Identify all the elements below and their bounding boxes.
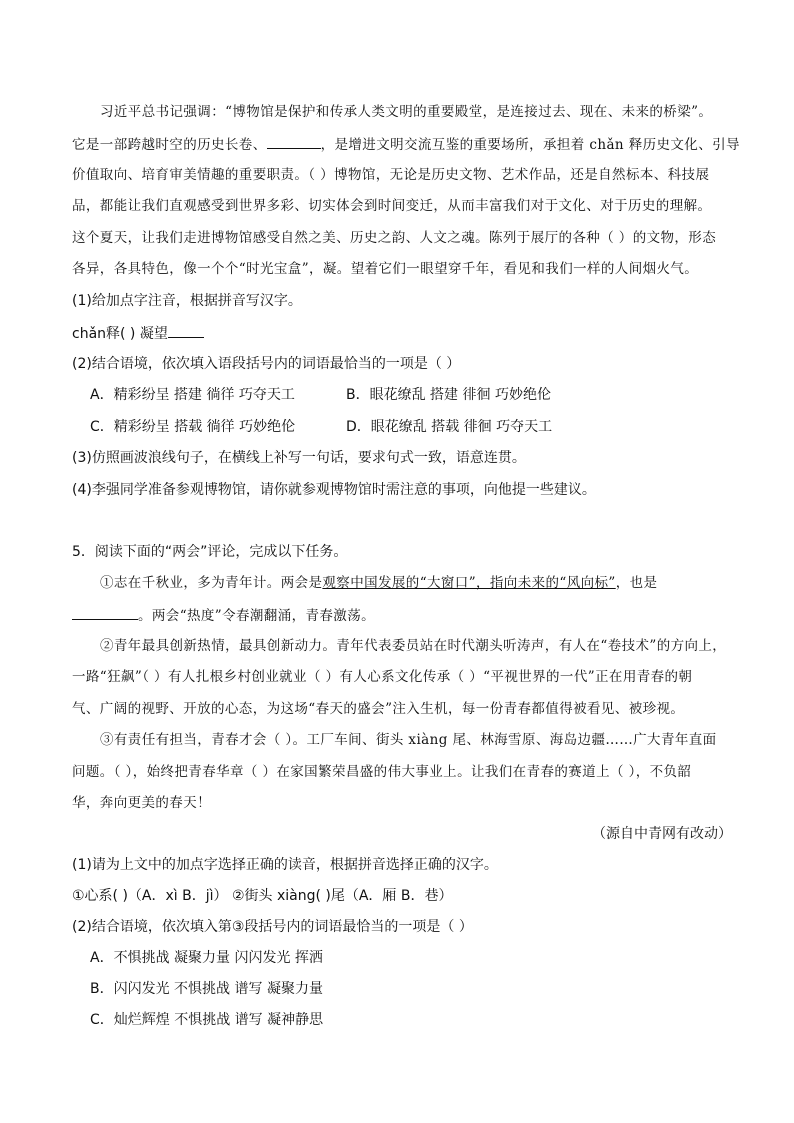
q5-para1-line2: 。两会“热度”令春潮翻涌，青春激荡。 [72, 605, 732, 625]
q4-sub1: (1)给加点字注音，根据拼音写汉字。 [72, 293, 302, 309]
q4-sub1-answer-line: chǎn释( ) 凝望 [72, 323, 732, 343]
q5-option-b: B．闪闪发光 不惧挑战 谱写 凝聚力量 [90, 981, 323, 997]
q5-para2-line1: ②青年最具创新热情，最具创新动力。青年代表委员站在时代潮头听涛声，有人在“卷技术”的方向上， [100, 638, 727, 654]
option-d: D．眼花缭乱 搭载 徘徊 巧夺天工 [346, 419, 553, 435]
q4-sub2: (2)结合语境，依次填入语段括号内的词语最恰当的一项是（ ） [72, 356, 461, 372]
passage-line-2: 它是一部跨越时空的历史长卷、 ，是增进文明交流互鉴的重要场所，承担着 chǎn 释历史文化、引导 [72, 134, 732, 154]
q5-para2-line3: 气、广阔的视野、开放的心态，为这场“春天的盛会”注入生机，每一份青春都值得被看见、被珍视。 [72, 701, 685, 717]
q4-options-row-2 [72, 418, 750, 436]
answer-blank [168, 323, 204, 338]
fill-blank [267, 134, 321, 149]
q4-options-row-1 [72, 386, 750, 404]
option-c: C．精彩纷呈 搭载 徜徉 巧妙绝伦 [90, 419, 296, 435]
source-note: （源自中青网有改动） [592, 826, 732, 842]
q5-option-c: C．灿烂辉煌 不惧挑战 谱写 凝神静思 [90, 1012, 324, 1028]
passage-line-1: 习近平总书记强调：“博物馆是保护和传承人类文明的重要殿堂，是连接过去、现在、未来的桥梁”。 [100, 104, 713, 120]
wavy-underlined-sentence: 观察中国发展的“大窗口”，指向未来的“风向标” [322, 575, 616, 591]
option-a: A．精彩纷呈 搭建 徜徉 巧夺天工 [90, 387, 295, 403]
q4-sub4: (4)李强同学准备参观博物馆，请你就参观博物馆时需注意的事项，向他提一些建议。 [72, 482, 596, 498]
passage-line-5: 这个夏天，让我们走进博物馆感受自然之美、历史之韵、人文之魂。陈列于展厅的各种（ ）的文物，形态 [72, 230, 717, 246]
q5-title: 5．阅读下面的“两会”评论，完成以下任务。 [72, 544, 348, 560]
q5-para3-line2: 问题。（ ），始终把青春华章（ ）在家国繁荣昌盛的伟大事业上。让我们在青春的赛道上（ ），不负韶 [72, 764, 692, 780]
option-b: B．眼花缭乱 搭建 徘徊 巧妙绝伦 [346, 387, 551, 403]
q5-option-a: A．不惧挑战 凝聚力量 闪闪发光 挥洒 [90, 950, 323, 966]
q5-sub1-answer-line: ①心系( )（A．xì B．jì） ②街头 xiàng( )尾（A．厢 B．巷） [72, 888, 453, 904]
fill-blank [72, 605, 138, 620]
passage-line-3: 价值取向、培育审美情趣的重要职责。（ ）博物馆，无论是历史文物、艺术作品，还是自然标本、科技展 [72, 167, 710, 183]
q5-para1-line1: ①志在千秋业，多为青年计。两会是观察中国发展的“大窗口”，指向未来的“风向标”，也是 [100, 575, 658, 591]
q5-para3-line3: 华，奔向更美的春天！ [72, 795, 211, 811]
q5-sub2: (2)结合语境，依次填入第③段括号内的词语最恰当的一项是（ ） [72, 919, 473, 935]
passage-line-4: 品，都能让我们直观感受到世界多彩、切实体会到时间变迁，从而丰富我们对于文化、对于历史的理解。 [72, 198, 712, 214]
q5-para3-line1: ③有责任有担当，青春才会（ ）。工厂车间、街头 xiàng 尾、林海雪原、海岛边疆……广大青年直面 [100, 732, 717, 748]
q4-sub3: (3)仿照画波浪线句子，在横线上补写一句话，要求句式一致，语意连贯。 [72, 450, 526, 466]
passage-line-6: 各异，各具特色，像一个个“时光宝盒”，凝。望着它们一眼望穿千年，看见和我们一样的人间烟火气。 [72, 261, 699, 277]
q5-para2-line2: 一路“狂飙”（ ）有人扎根乡村创业就业（ ）有人心系文化传承（ ）“平视世界的一代”正在用青春的朝 [72, 669, 693, 685]
q5-sub1: (1)请为上文中的加点字选择正确的读音，根据拼音选择正确的汉字。 [72, 857, 498, 873]
